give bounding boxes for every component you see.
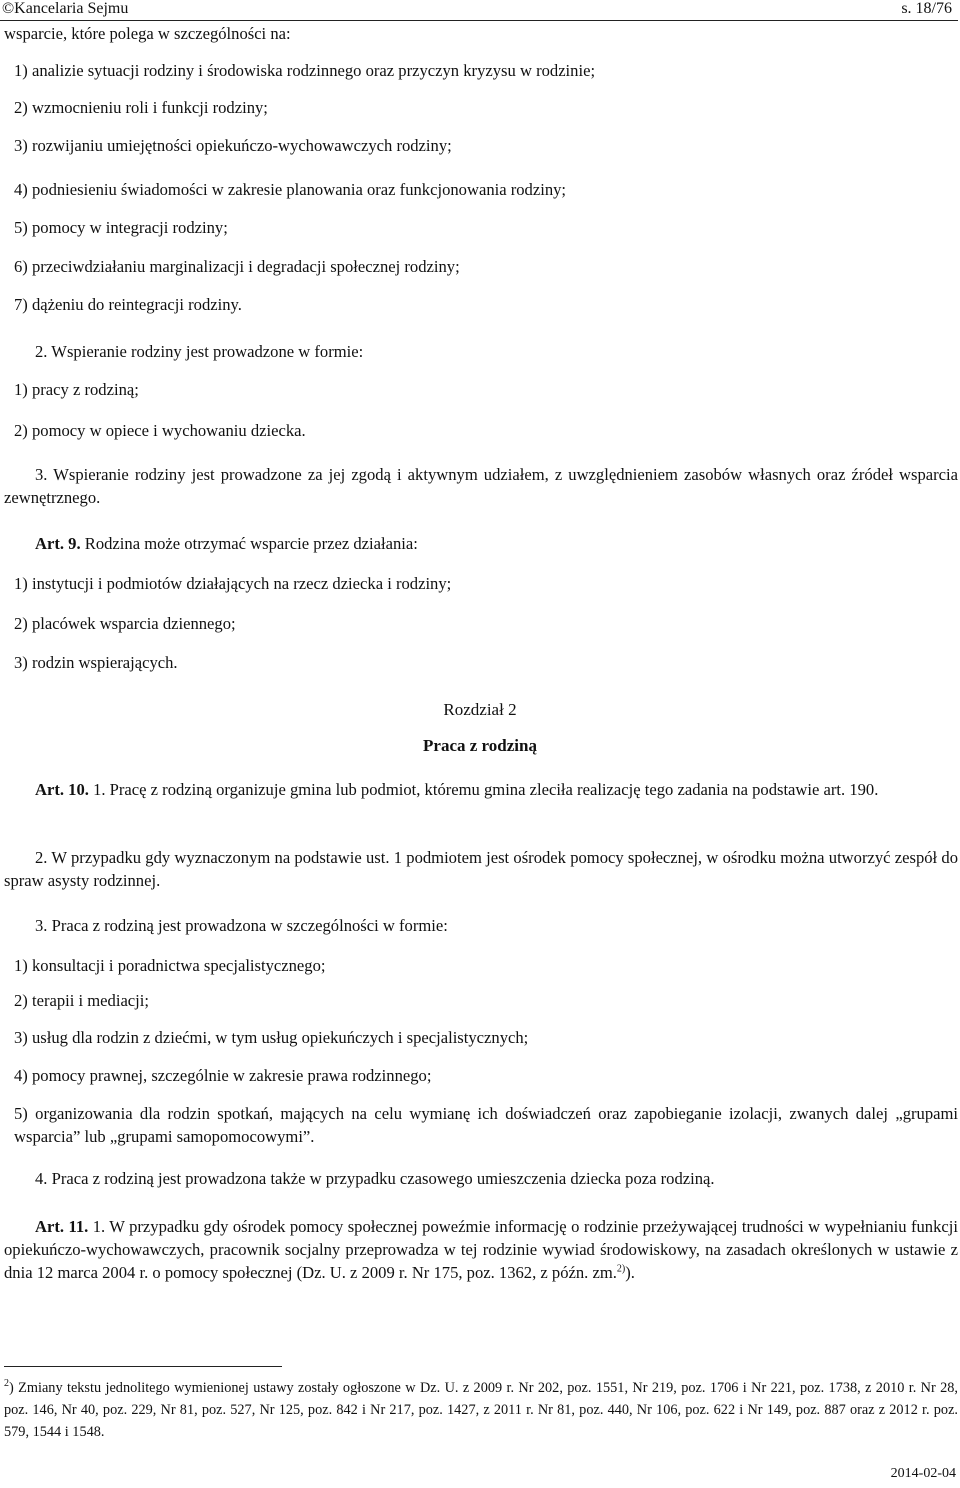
article-11 <box>4 1215 958 1284</box>
list-item: 1) konsultacji i poradnictwa specjalistycznego; <box>14 956 326 975</box>
list-item-text: 5) organizowania dla rodzin spotkań, mających na celu wymianę ich doświadczeń oraz zapobieganie izolacji, zwanych dalej „grupami wsparcia” lub „grupami samopomocowymi”. <box>14 1104 958 1146</box>
article-10-para-3: 3. Praca z rodziną jest prowadzona w szczególności w formie: <box>35 916 448 935</box>
document-date: 2014-02-04 <box>890 1466 956 1481</box>
article-text: 1. Pracę z rodziną organizuje gmina lub podmiot, któremu gmina zleciła realizację tego zadania na podstawie art. 190. <box>88 780 879 799</box>
list-item <box>14 1102 958 1148</box>
list-item: 2) placówek wsparcia dziennego; <box>14 614 236 633</box>
chapter-title: Praca z rodziną <box>423 736 537 755</box>
list-item: 2) terapii i mediacji; <box>14 991 150 1010</box>
list-item: 7) dążeniu do reintegracji rodziny. <box>14 295 242 314</box>
list-item: 2) wzmocnieniu roli i funkcji rodziny; <box>14 98 268 117</box>
publisher-label: ©Kancelaria Sejmu <box>2 0 129 17</box>
article-label: Art. 10. <box>35 780 89 799</box>
article-text-end: ). <box>625 1263 635 1282</box>
footnote-ref[interactable]: 2) <box>616 1263 626 1275</box>
list-item: 5) pomocy w integracji rodziny; <box>14 218 228 237</box>
article-text: Rodzina może otrzymać wsparcie przez działania: <box>80 534 418 553</box>
footnote <box>4 1377 958 1443</box>
article-label: Art. 9. <box>35 534 81 553</box>
list-item: 1) analizie sytuacji rodziny i środowiska rodzinnego oraz przyczyn kryzysu w rodzinie; <box>14 61 596 80</box>
footnote-text: ) Zmiany tekstu jednolitego wymienionej ustawy zostały ogłoszone w Dz. U. z 2009 r. Nr 202, poz. 1551, Nr 219, poz. 1706 i Nr 221, poz. 1738, z 2010 r. Nr 28, poz. 146, Nr 40, poz. 229, Nr 81, poz. 527, Nr 125, poz. 842 i Nr 217, poz. 1427, z 2011 r. Nr 81, poz. 440, Nr 106, poz. 622 i Nr 149, poz. 887 oraz z 2012 r. poz. 579, 1544 i 1548. <box>4 1380 958 1440</box>
article-10-para-4: 4. Praca z rodziną jest prowadzona także w przypadku czasowego umieszczenia dziecka poza rodziną. <box>35 1169 715 1188</box>
page-header <box>0 0 958 21</box>
article-10-para-2: 2. W przypadku gdy wyznaczonym na podstawie ust. 1 podmiotem jest ośrodek pomocy społecznej, w ośrodku można utworzyć zespół do spraw asysty rodzinnej. <box>4 848 958 890</box>
list-item: 3) rodzin wspierających. <box>14 653 178 672</box>
article-label: Art. 11. <box>35 1217 89 1236</box>
list-item: 3) rozwijaniu umiejętności opiekuńczo-wychowawczych rodziny; <box>14 136 452 155</box>
list-item: 6) przeciwdziałaniu marginalizacji i degradacji społecznej rodziny; <box>14 257 460 276</box>
article-10 <box>4 778 958 801</box>
list-item: 3) usług dla rodzin z dziećmi, w tym usług opiekuńczych i specjalistycznych; <box>14 1028 529 1047</box>
page-number: s. 18/76 <box>901 0 952 17</box>
article-text: 1. W przypadku gdy ośrodek pomocy społecznej poweźmie informację o rodzinie przeżywającej trudności w wypełnianiu funkcji opiekuńczo-wychowawczych, pracownik socjalny przeprowadza w tej rodzinie wywiad środowiskowy, na zasadach określonych w ustawie z dnia 12 marca 2004 r. o pomocy społecznej (Dz. U. z 2009 r. Nr 175, poz. 1362, z późn. zm. <box>4 1217 958 1282</box>
list-item: 4) podniesieniu świadomości w zakresie planowania oraz funkcjonowania rodziny; <box>14 180 567 199</box>
list-item: 4) pomocy prawnej, szczególnie w zakresie prawa rodzinnego; <box>14 1066 432 1085</box>
list-item: 2) pomocy w opiece i wychowaniu dziecka. <box>14 421 306 440</box>
section-3: 3. Wspieranie rodziny jest prowadzone za jej zgodą i aktywnym udziałem, z uwzględnieniem zasobów własnych oraz źródeł wsparcia zewnętrznego. <box>4 465 958 507</box>
article-9 <box>35 534 418 554</box>
list-item: 1) instytucji i podmiotów działających na rzecz dziecka i rodziny; <box>14 574 452 593</box>
footnote-mark: 2 <box>4 1378 9 1390</box>
chapter-number: Rozdział 2 <box>443 700 517 719</box>
section-2: 2. Wspieranie rodziny jest prowadzone w formie: <box>35 342 364 361</box>
list-item: 1) pracy z rodziną; <box>14 380 139 399</box>
intro-line: wsparcie, które polega w szczególności na: <box>4 24 291 43</box>
footnote-separator <box>4 1366 282 1367</box>
